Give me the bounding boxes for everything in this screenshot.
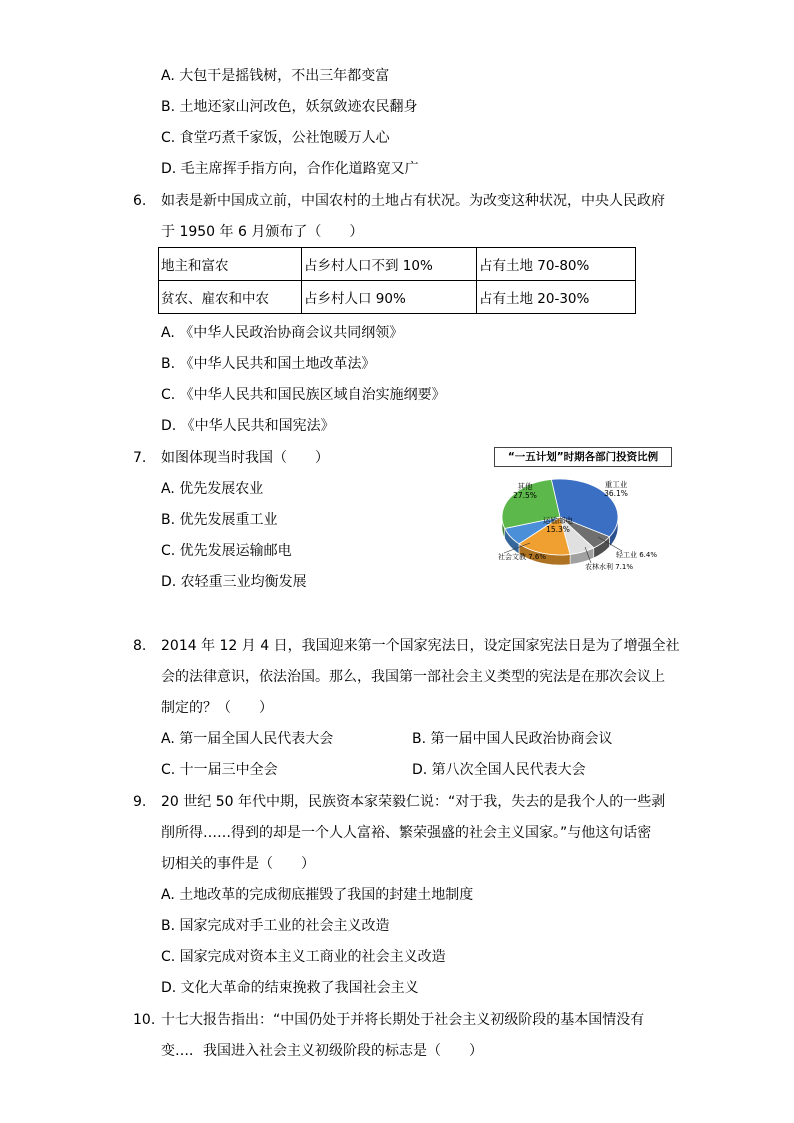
q7-option-d: D. 农轻重三业均衡发展: [161, 574, 307, 590]
q6-stem-line1: 如表是新中国成立前，中国农村的土地占有状况。为改变这种状况，中央人民政府: [161, 193, 665, 209]
investment-pie-chart: [490, 445, 676, 577]
q7-number: 7.: [133, 450, 147, 466]
q8-stem-line1: 2014 年 12 月 4 日，我国迎来第一个国家宪法日，设定国家宪法日是为了增强全社: [161, 638, 680, 654]
table-row: [159, 248, 636, 281]
table-cell: 占有土地 70-80%: [477, 248, 636, 281]
q9-option-c: C. 国家完成对资本主义工商业的社会主义改造: [161, 949, 446, 965]
table-row: [159, 281, 636, 314]
table-cell: 地主和富农: [159, 248, 302, 281]
q7-stem: 如图体现当时我国（ ）: [161, 450, 329, 466]
q8-option-c: C. 十一届三中全会: [161, 762, 278, 778]
chart-title: “一五计划”时期各部门投资比例: [494, 447, 672, 467]
q6-option-d: D. 《中华人民共和国宪法》: [161, 418, 335, 434]
table-cell: 贫农、雇农和中农: [159, 281, 302, 314]
q10-stem-line1: 十七大报告指出：“中国仍处于并将长期处于社会主义初级阶段的基本国情没有: [161, 1012, 645, 1028]
q7-option-c: C. 优先发展运输邮电: [161, 543, 292, 559]
q9-option-d: D. 文化大革命的结束挽救了我国社会主义: [161, 980, 419, 996]
table-cell: 占有土地 20-30%: [477, 281, 636, 314]
q9-option-a: A. 土地改革的完成彻底摧毁了我国的封建土地制度: [161, 887, 474, 903]
q5-option-b: B. 土地还家山河改色，妖氛敛迹农民翻身: [161, 99, 418, 115]
q6-option-c: C. 《中华人民共和国民族区域自治实施纲要》: [161, 387, 446, 403]
q9-stem-line3: 切相关的事件是（ ）: [161, 856, 315, 872]
table-cell: 占乡村人口 90%: [302, 281, 477, 314]
q8-option-d: D. 第八次全国人民代表大会: [412, 762, 586, 778]
q5-option-c: C. 食堂巧煮千家饭，公社饱暖万人心: [161, 130, 390, 146]
q7-option-b: B. 优先发展重工业: [161, 512, 278, 528]
q6-number: 6.: [133, 193, 147, 209]
q10-number: 10.: [133, 1012, 156, 1028]
data-label-name: 运输邮电: [543, 516, 573, 525]
q10-stem-line2: 变…．我国进入社会主义初级阶段的标志是（ ）: [161, 1043, 483, 1059]
table-cell: 占乡村人口不到 10%: [302, 248, 477, 281]
data-label-value: 36.1%: [604, 489, 628, 498]
q8-stem-line3: 制定的？（ ）: [161, 700, 273, 716]
data-label-value: 27.5%: [513, 491, 537, 500]
data-label: 轻工业 6.4%: [616, 551, 658, 559]
data-label-name: 其他: [517, 482, 533, 491]
q8-number: 8.: [133, 638, 147, 654]
data-label-name: 重工业: [604, 480, 628, 489]
q8-option-a: A. 第一届全国人民代表大会: [161, 731, 334, 747]
q5-option-d: D. 毛主席挥手指方向，合作化道路宽又广: [161, 161, 419, 177]
data-label-value: 15.3%: [546, 525, 570, 534]
q6-option-a: A. 《中华人民政治协商会议共同纲领》: [161, 325, 404, 341]
q6-stem-line2: 于 1950 年 6 月颁布了（ ）: [161, 224, 364, 240]
data-label: 农林水利 7.1%: [585, 563, 634, 571]
data-label: 社会文教 7.6%: [498, 553, 547, 561]
q9-number: 9.: [133, 794, 147, 810]
land-ownership-table: [158, 247, 636, 314]
q9-option-b: B. 国家完成对手工业的社会主义改造: [161, 918, 390, 934]
q9-stem-line1: 20 世纪 50 年代中期，民族资本家荣毅仁说：“对于我，失去的是我个人的一些剥: [161, 794, 666, 810]
q8-stem-line2: 会的法律意识，依法治国。那么，我国第一部社会主义类型的宪法是在那次会议上: [161, 669, 665, 685]
pie-svg: [490, 445, 676, 577]
q9-stem-line2: 削所得……得到的却是一个人人富裕、繁荣强盛的社会主义国家。”与他这句话密: [161, 825, 652, 841]
q7-option-a: A. 优先发展农业: [161, 481, 264, 497]
q5-option-a: A. 大包干是摇钱树，不出三年都变富: [161, 68, 390, 84]
q6-option-b: B. 《中华人民共和国土地改革法》: [161, 356, 376, 372]
q8-option-b: B. 第一届中国人民政治协商会议: [412, 731, 613, 747]
